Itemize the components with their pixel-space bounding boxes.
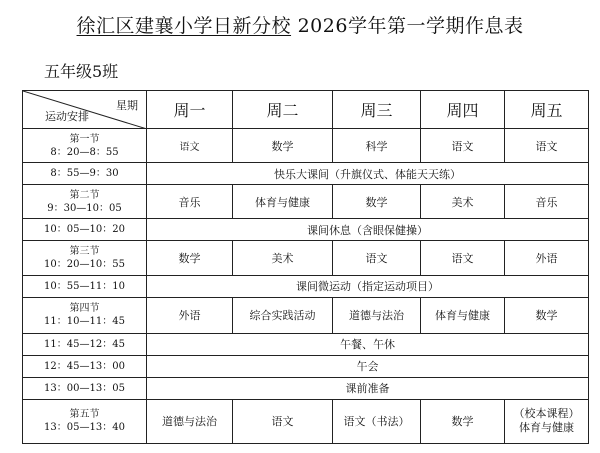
class-name: 五年级5班 [44,62,119,81]
break-activity: 课前准备 [147,377,589,399]
lesson-cell: 美术 [233,241,333,275]
break-activity: 午会 [147,355,589,377]
lesson-cell: 外语 [505,241,589,275]
break-time: 11：45—12：45 [23,333,147,355]
lesson-cell: 数学 [421,399,505,443]
lesson-cell: 数学 [233,129,333,163]
lesson-cell: 语文（书法） [333,399,421,443]
break-activity: 午餐、午休 [147,333,589,355]
lesson-cell: 外语 [147,297,233,333]
table-row [23,297,589,333]
period-name: 第二节 [69,189,100,201]
corner-weekday-label: 星期 [116,99,138,112]
period-time: 13：05—13：40 [44,422,125,434]
break-time: 12：45—13：00 [23,355,147,377]
period-label [23,129,147,163]
period-name: 第四节 [69,303,100,315]
lesson-cell: 体育与健康 [421,297,505,333]
lesson-cell: 语文 [147,129,233,163]
lesson-cell: 道德与法治 [333,297,421,333]
timetable [22,90,589,444]
lesson-cell: 语文 [421,129,505,163]
table-row [23,275,589,297]
day-header-mon: 周一 [147,91,233,129]
break-time: 8：55—9：30 [23,163,147,185]
table-row [23,241,589,275]
break-activity: 快乐大课间（升旗仪式、体能天天练） [147,163,589,185]
page-title [0,14,600,38]
period-name: 第五节 [69,409,100,421]
break-time: 13：00—13：05 [23,377,147,399]
period-label [23,399,147,443]
table-row [23,355,589,377]
day-header-thu: 周四 [421,91,505,129]
period-time: 10：20—10：55 [44,258,125,270]
table-row [23,163,589,185]
school-name: 徐汇区建襄小学日新分校 [76,15,292,37]
lesson-cell: 语文 [333,241,421,275]
lesson-line: （校本课程） [513,407,580,421]
corner-cell [23,91,147,129]
lesson-cell: 语文 [505,129,589,163]
lesson-cell: 数学 [505,297,589,333]
break-time: 10：55—11：10 [23,275,147,297]
period-time: 11：10—11：45 [44,316,125,328]
period-name: 第三节 [69,245,100,257]
lesson-cell: 科学 [333,129,421,163]
lesson-cell: 体育与健康 [233,185,333,219]
lesson-cell: 综合实践活动 [233,297,333,333]
lesson-cell: 音乐 [147,185,233,219]
table-row [23,377,589,399]
lesson-cell: 音乐 [505,185,589,219]
lesson-line: 体育与健康 [519,421,574,435]
period-time: 8：20—8：55 [50,146,119,158]
lesson-cell: 语文 [233,399,333,443]
lesson-cell-double [505,399,589,443]
break-time: 10：05—10：20 [23,219,147,241]
lesson-cell: 语文 [421,241,505,275]
period-label [23,297,147,333]
table-row [23,185,589,219]
period-label [23,185,147,219]
table-row [23,219,589,241]
day-header-wed: 周三 [333,91,421,129]
table-row [23,129,589,163]
header-row [23,91,589,129]
day-header-tue: 周二 [233,91,333,129]
corner-schedule-label: 运动安排 [45,110,89,124]
table-row [23,333,589,355]
period-time: 9：30—10：05 [47,202,122,214]
period-label [23,241,147,275]
break-activity: 课间微运动（指定运动项目） [147,275,589,297]
term-title: 2026学年第一学期作息表 [297,15,524,37]
lesson-cell: 数学 [147,241,233,275]
lesson-cell: 道德与法治 [147,399,233,443]
lesson-cell: 数学 [333,185,421,219]
period-name: 第一节 [69,133,100,145]
lesson-cell: 美术 [421,185,505,219]
table-row [23,399,589,443]
day-header-fri: 周五 [505,91,589,129]
break-activity: 课间休息（含眼保健操） [147,219,589,241]
